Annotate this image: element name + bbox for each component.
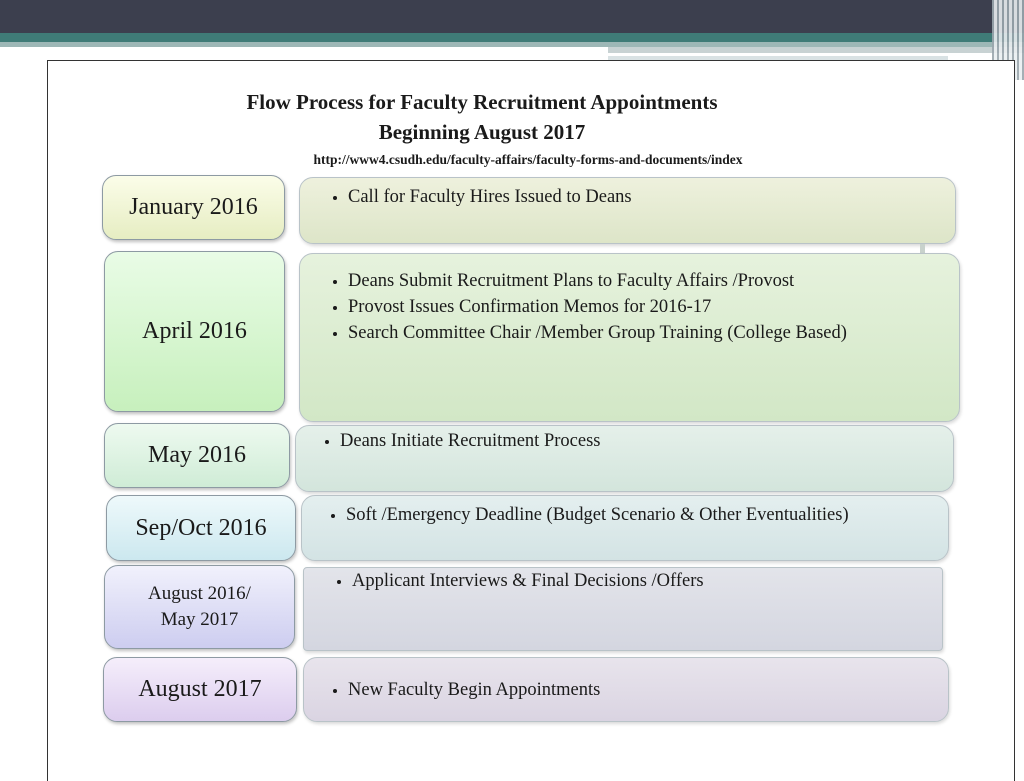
- step-item: • Call for Faculty Hires Issued to Deans: [348, 184, 955, 210]
- step-content-1: [299, 177, 956, 244]
- date-sep-oct-2016: [106, 495, 296, 561]
- date-august-2017: [103, 657, 297, 722]
- date-label: August 2017: [138, 676, 262, 702]
- step-content-6: [303, 657, 949, 722]
- title-line-2: Beginning August 2017: [378, 120, 586, 144]
- step-content-5: [303, 567, 943, 651]
- header-bar-teal: [0, 33, 1024, 42]
- header-accent-line: [608, 47, 1024, 53]
- reference-url: http://www4.csudh.edu/faculty-affairs/faculty-forms-and-documents/index: [313, 152, 743, 167]
- step-item: • New Faculty Begin Appointments: [348, 677, 948, 703]
- step-item: • Deans Initiate Recruitment Process: [340, 428, 953, 454]
- date-august-2016-may-2017: [104, 565, 295, 649]
- step-item: • Applicant Interviews & Final Decisions /Offers: [352, 568, 942, 594]
- date-january-2016: [102, 175, 285, 240]
- date-april-2016: [104, 251, 285, 412]
- step-item: • Soft /Emergency Deadline (Budget Scenario & Other Eventualities): [346, 504, 948, 527]
- date-label-line-2: May 2017: [160, 609, 239, 630]
- step-item: • Search Committee Chair /Member Group Training (College Based): [348, 320, 959, 346]
- date-label: January 2016: [129, 194, 258, 220]
- step-item: • Provost Issues Confirmation Memos for 2016-17: [348, 294, 959, 320]
- step-content-4: [301, 495, 949, 561]
- date-may-2016: [104, 423, 290, 488]
- title-line-1: Flow Process for Faculty Recruitment Appointments: [246, 90, 718, 114]
- header-bar-dark: [0, 0, 1024, 33]
- date-label: May 2016: [148, 442, 246, 468]
- date-label: April 2016: [142, 318, 247, 344]
- date-label: Sep/Oct 2016: [135, 514, 267, 541]
- date-label-line-1: August 2016/: [148, 583, 251, 604]
- step-item: • Deans Submit Recruitment Plans to Faculty Affairs /Provost: [348, 268, 959, 294]
- step-content-2: [299, 253, 960, 422]
- step-content-3: [295, 425, 954, 492]
